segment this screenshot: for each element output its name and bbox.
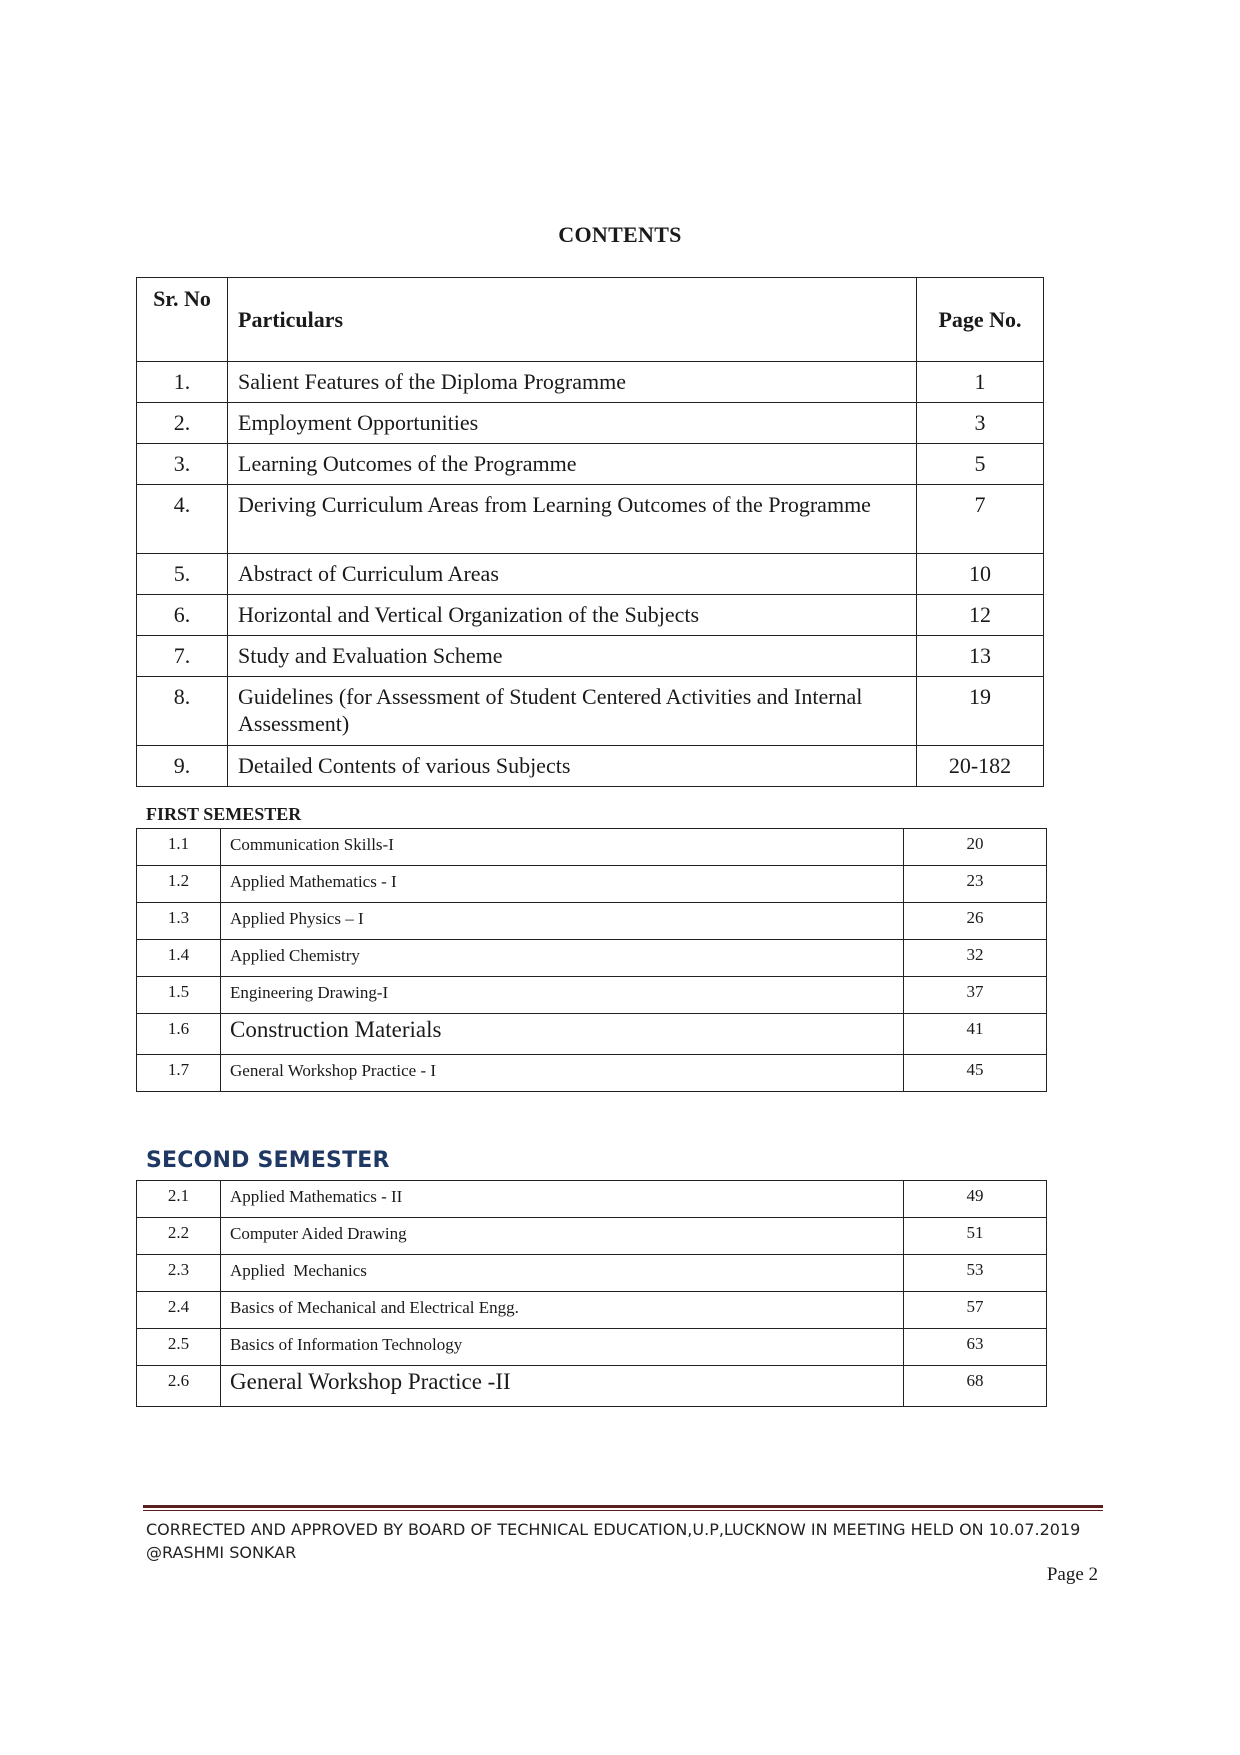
row-sr: 1.1 <box>137 829 221 866</box>
row-page: 53 <box>904 1255 1047 1292</box>
row-sr: 9. <box>137 746 228 787</box>
row-sr: 4. <box>137 485 228 554</box>
row-sr: 2.2 <box>137 1218 221 1255</box>
row-title: Applied Mechanics <box>221 1255 904 1292</box>
row-page: 10 <box>917 554 1044 595</box>
table-row <box>137 1329 1047 1366</box>
row-page: 20 <box>904 829 1047 866</box>
row-title: General Workshop Practice - I <box>221 1055 904 1092</box>
contents-header-row <box>137 278 1044 362</box>
table-row <box>137 1218 1047 1255</box>
first-semester-table <box>136 828 1047 1092</box>
row-page: 7 <box>917 485 1044 554</box>
row-title: Construction Materials <box>221 1014 904 1055</box>
table-row <box>137 554 1044 595</box>
row-sr: 1. <box>137 362 228 403</box>
table-row <box>137 866 1047 903</box>
table-row <box>137 1181 1047 1218</box>
row-title: General Workshop Practice -II <box>221 1366 904 1407</box>
table-row <box>137 829 1047 866</box>
table-row <box>137 677 1044 746</box>
row-title: Engineering Drawing-I <box>221 977 904 1014</box>
row-page: 26 <box>904 903 1047 940</box>
header-page-no: Page No. <box>917 278 1044 362</box>
row-page: 57 <box>904 1292 1047 1329</box>
table-row <box>137 1292 1047 1329</box>
row-page: 20-182 <box>917 746 1044 787</box>
table-row <box>137 1055 1047 1092</box>
row-title: Deriving Curriculum Areas from Learning Outcomes of the Programme <box>228 485 917 554</box>
row-sr: 5. <box>137 554 228 595</box>
table-row <box>137 403 1044 444</box>
row-title: Abstract of Curriculum Areas <box>228 554 917 595</box>
row-page: 19 <box>917 677 1044 746</box>
row-sr: 2.3 <box>137 1255 221 1292</box>
contents-table <box>136 277 1044 787</box>
second-semester-table <box>136 1180 1047 1407</box>
row-title: Salient Features of the Diploma Programme <box>228 362 917 403</box>
table-row <box>137 485 1044 554</box>
header-sr-no: Sr. No <box>137 278 228 362</box>
row-sr: 2.4 <box>137 1292 221 1329</box>
row-title: Learning Outcomes of the Programme <box>228 444 917 485</box>
row-title: Computer Aided Drawing <box>221 1218 904 1255</box>
row-sr: 3. <box>137 444 228 485</box>
table-row <box>137 977 1047 1014</box>
row-title: Applied Mathematics - I <box>221 866 904 903</box>
row-title: Applied Physics – I <box>221 903 904 940</box>
row-title: Communication Skills-I <box>221 829 904 866</box>
row-page: 3 <box>917 403 1044 444</box>
row-sr: 2.6 <box>137 1366 221 1407</box>
row-sr: 2. <box>137 403 228 444</box>
footer-divider <box>143 1505 1103 1511</box>
table-row <box>137 595 1044 636</box>
table-row <box>137 1366 1047 1407</box>
table-row <box>137 1255 1047 1292</box>
row-title: Horizontal and Vertical Organization of the Subjects <box>228 595 917 636</box>
table-row <box>137 746 1044 787</box>
row-sr: 1.2 <box>137 866 221 903</box>
row-title: Basics of Mechanical and Electrical Engg. <box>221 1292 904 1329</box>
row-page: 37 <box>904 977 1047 1014</box>
page-number: Page 2 <box>1046 1564 1098 1585</box>
row-title: Study and Evaluation Scheme <box>228 636 917 677</box>
first-semester-heading: FIRST SEMESTER <box>146 804 302 824</box>
row-page: 12 <box>917 595 1044 636</box>
table-row <box>137 444 1044 485</box>
row-page: 45 <box>904 1055 1047 1092</box>
row-page: 68 <box>904 1366 1047 1407</box>
row-page: 13 <box>917 636 1044 677</box>
row-title: Basics of Information Technology <box>221 1329 904 1366</box>
row-page: 63 <box>904 1329 1047 1366</box>
row-page: 1 <box>917 362 1044 403</box>
row-sr: 8. <box>137 677 228 746</box>
row-sr: 2.5 <box>137 1329 221 1366</box>
row-sr: 2.1 <box>137 1181 221 1218</box>
row-page: 32 <box>904 940 1047 977</box>
row-page: 51 <box>904 1218 1047 1255</box>
page-title: CONTENTS <box>558 222 682 247</box>
row-sr: 7. <box>137 636 228 677</box>
table-row <box>137 636 1044 677</box>
row-sr: 1.5 <box>137 977 221 1014</box>
footer-approval-note: CORRECTED AND APPROVED BY BOARD OF TECHNICAL EDUCATION,U.P,LUCKNOW IN MEETING HELD ON 10.07.2019 @RASHMI SONKAR <box>146 1520 1081 1562</box>
row-title: Applied Chemistry <box>221 940 904 977</box>
row-title: Detailed Contents of various Subjects <box>228 746 917 787</box>
table-row <box>137 940 1047 977</box>
row-page: 5 <box>917 444 1044 485</box>
second-semester-heading: SECOND SEMESTER <box>146 1148 390 1173</box>
row-page: 41 <box>904 1014 1047 1055</box>
row-page: 49 <box>904 1181 1047 1218</box>
table-row <box>137 362 1044 403</box>
row-sr: 1.6 <box>137 1014 221 1055</box>
row-title: Employment Opportunities <box>228 403 917 444</box>
row-title: Guidelines (for Assessment of Student Centered Activities and Internal Assessment) <box>228 677 917 746</box>
header-particulars: Particulars <box>228 278 917 362</box>
row-title: Applied Mathematics - II <box>221 1181 904 1218</box>
row-sr: 1.7 <box>137 1055 221 1092</box>
table-row <box>137 1014 1047 1055</box>
row-page: 23 <box>904 866 1047 903</box>
row-sr: 1.3 <box>137 903 221 940</box>
row-sr: 1.4 <box>137 940 221 977</box>
table-row <box>137 903 1047 940</box>
row-sr: 6. <box>137 595 228 636</box>
